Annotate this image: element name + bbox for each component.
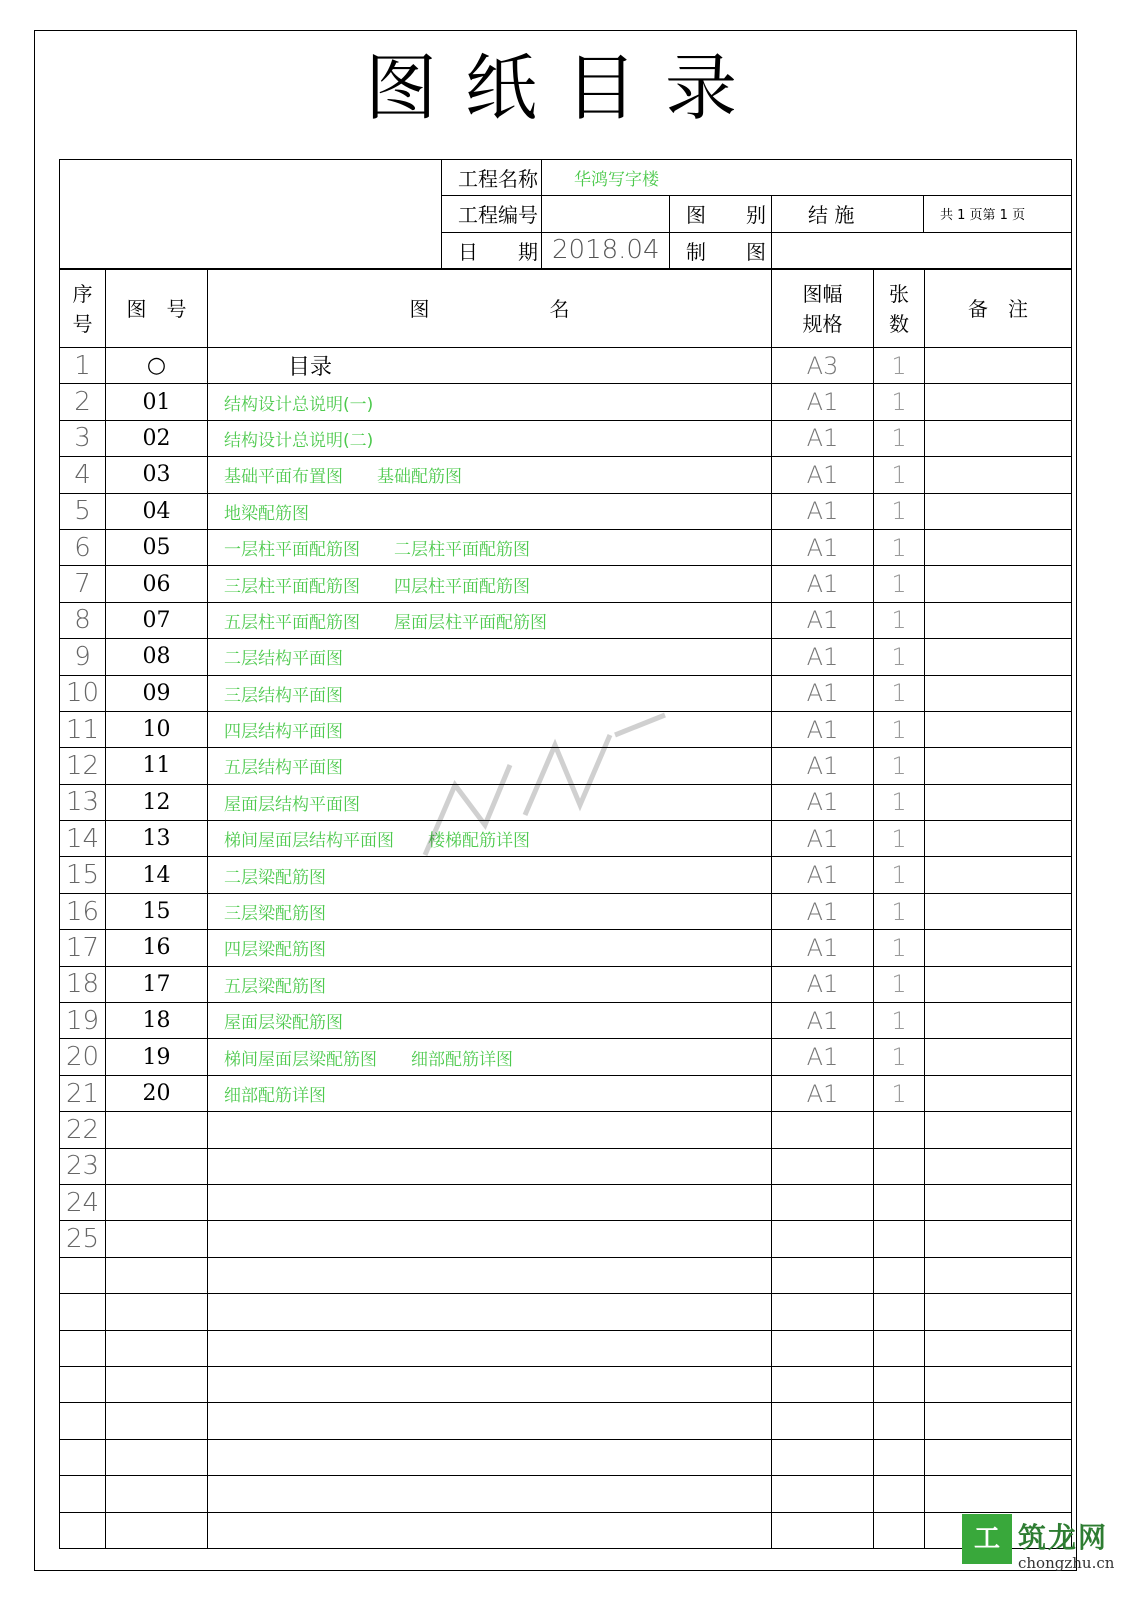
row-drawing-no [106, 1403, 208, 1439]
row-remark [925, 529, 1072, 565]
row-seq [60, 1512, 106, 1548]
row-drawing-no [106, 1221, 208, 1257]
row-remark [925, 966, 1072, 1002]
row-remark [925, 348, 1072, 384]
row-drawing-name: 地梁配筋图 [208, 493, 772, 529]
row-remark [925, 784, 1072, 820]
category-value: 结 施 [772, 196, 924, 232]
row-drawing-name: 三层结构平面图 [208, 675, 772, 711]
table-row [60, 1148, 1072, 1184]
table-row [60, 602, 1072, 638]
row-seq: 1 [60, 348, 106, 384]
row-drawing-no: 19 [106, 1039, 208, 1075]
row-sheet-size: A1 [772, 893, 874, 929]
row-seq: 3 [60, 420, 106, 456]
row-remark [925, 602, 1072, 638]
project-name-value: 华鸿写字楼 [542, 160, 1072, 196]
row-remark [925, 420, 1072, 456]
row-drawing-name: 三层柱平面配筋图 四层柱平面配筋图 [208, 566, 772, 602]
row-seq: 17 [60, 930, 106, 966]
row-sheet-count [874, 1148, 925, 1184]
row-drawing-name: 五层结构平面图 [208, 748, 772, 784]
row-drawing-no [106, 1476, 208, 1512]
row-drawing-no: 10 [106, 711, 208, 747]
table-row [60, 1075, 1072, 1111]
table-row [60, 348, 1072, 384]
row-drawing-name: 四层梁配筋图 [208, 930, 772, 966]
drawing-list-table [59, 269, 1072, 1549]
row-seq: 15 [60, 857, 106, 893]
row-remark [925, 493, 1072, 529]
row-drawing-name: 屋面层结构平面图 [208, 784, 772, 820]
row-sheet-size: A1 [772, 457, 874, 493]
header-size: 图幅规格 [772, 270, 874, 348]
table-row [60, 1039, 1072, 1075]
row-sheet-size: A1 [772, 639, 874, 675]
row-drawing-no: 13 [106, 821, 208, 857]
row-sheet-count: 1 [874, 529, 925, 565]
table-row [60, 1294, 1072, 1330]
row-remark [925, 893, 1072, 929]
table-row [60, 566, 1072, 602]
table-row [60, 384, 1072, 420]
row-sheet-count: 1 [874, 420, 925, 456]
row-drawing-no: 06 [106, 566, 208, 602]
row-sheet-size: A1 [772, 566, 874, 602]
table-row [60, 639, 1072, 675]
row-remark [925, 1039, 1072, 1075]
row-drawing-no: 02 [106, 420, 208, 456]
row-sheet-size: A1 [772, 748, 874, 784]
header-count: 张数 [874, 270, 925, 348]
row-drawing-no [106, 1112, 208, 1148]
row-sheet-count [874, 1476, 925, 1512]
row-drawing-name: 五层柱平面配筋图 屋面层柱平面配筋图 [208, 602, 772, 638]
row-remark [925, 566, 1072, 602]
row-sheet-size [772, 1112, 874, 1148]
row-seq: 5 [60, 493, 106, 529]
row-seq: 14 [60, 821, 106, 857]
logo-chinese: 筑龙网 [1018, 1521, 1109, 1554]
row-seq: 12 [60, 748, 106, 784]
watermark-text: WPS [535, 805, 538, 806]
table-row [60, 1403, 1072, 1439]
row-drawing-no [106, 1330, 208, 1366]
row-sheet-size [772, 1330, 874, 1366]
row-sheet-count: 1 [874, 493, 925, 529]
row-sheet-size [772, 1403, 874, 1439]
header-name: 图 名 [208, 270, 772, 348]
row-drawing-name: 二层结构平面图 [208, 639, 772, 675]
row-drawing-no: 03 [106, 457, 208, 493]
row-drawing-name [208, 1512, 772, 1548]
row-drawing-no [106, 1148, 208, 1184]
header-seq: 序号 [60, 270, 106, 348]
row-sheet-count: 1 [874, 1039, 925, 1075]
row-sheet-size [772, 1257, 874, 1293]
row-drawing-no: 12 [106, 784, 208, 820]
row-drawing-name [208, 1257, 772, 1293]
row-sheet-size: A3 [772, 348, 874, 384]
row-seq: 24 [60, 1184, 106, 1220]
row-sheet-size [772, 1476, 874, 1512]
row-sheet-size: A1 [772, 420, 874, 456]
table-row [60, 893, 1072, 929]
row-sheet-size [772, 1512, 874, 1548]
row-remark [925, 821, 1072, 857]
row-seq: 4 [60, 457, 106, 493]
table-row [60, 1003, 1072, 1039]
row-drawing-name: 梯间屋面层结构平面图 楼梯配筋详图 [208, 821, 772, 857]
row-drawing-name: 四层结构平面图 [208, 711, 772, 747]
row-seq: 22 [60, 1112, 106, 1148]
row-sheet-count: 1 [874, 966, 925, 1002]
table-row [60, 1512, 1072, 1548]
row-drawing-name: 基础平面布置图 基础配筋图 [208, 457, 772, 493]
row-drawing-name [208, 1366, 772, 1402]
row-sheet-size: A1 [772, 1075, 874, 1111]
row-seq: 11 [60, 711, 106, 747]
row-sheet-count: 1 [874, 784, 925, 820]
row-seq: 19 [60, 1003, 106, 1039]
row-remark [925, 384, 1072, 420]
wps-watermark [415, 705, 675, 865]
row-seq: 10 [60, 675, 106, 711]
row-seq [60, 1439, 106, 1475]
row-sheet-count [874, 1184, 925, 1220]
row-sheet-count [874, 1403, 925, 1439]
table-row [60, 493, 1072, 529]
row-seq: 9 [60, 639, 106, 675]
row-drawing-name [208, 1221, 772, 1257]
table-row [60, 1366, 1072, 1402]
logo-domain: chongzhu.cn [1018, 1554, 1115, 1572]
row-sheet-count: 1 [874, 1075, 925, 1111]
row-drawing-name: 二层梁配筋图 [208, 857, 772, 893]
row-sheet-size [772, 1294, 874, 1330]
row-sheet-size: A1 [772, 857, 874, 893]
table-row [60, 966, 1072, 1002]
project-name-label: 工程名称 [442, 160, 542, 196]
row-drawing-no: 05 [106, 529, 208, 565]
row-remark [925, 1476, 1072, 1512]
row-sheet-count: 1 [874, 821, 925, 857]
row-drawing-no: 20 [106, 1075, 208, 1111]
table-row [60, 1476, 1072, 1512]
row-remark [925, 857, 1072, 893]
row-drawing-no: 14 [106, 857, 208, 893]
row-sheet-count: 1 [874, 639, 925, 675]
row-remark [925, 639, 1072, 675]
row-remark [925, 1439, 1072, 1475]
table-row [60, 457, 1072, 493]
row-remark [925, 1075, 1072, 1111]
logo-badge: 工网 [962, 1514, 1012, 1564]
row-sheet-size [772, 1221, 874, 1257]
row-sheet-count: 1 [874, 711, 925, 747]
row-drawing-name [208, 1476, 772, 1512]
row-seq: 6 [60, 529, 106, 565]
row-drawing-name [208, 1148, 772, 1184]
row-sheet-count [874, 1112, 925, 1148]
row-drawing-no [106, 1439, 208, 1475]
row-drawing-name: 三层梁配筋图 [208, 893, 772, 929]
row-sheet-size: A1 [772, 529, 874, 565]
row-sheet-size [772, 1148, 874, 1184]
row-seq [60, 1476, 106, 1512]
row-remark [925, 1184, 1072, 1220]
row-drawing-name [208, 1112, 772, 1148]
row-sheet-count: 1 [874, 457, 925, 493]
row-drawing-no: 16 [106, 930, 208, 966]
category-label: 图 别 [670, 196, 772, 232]
page-count: 共 1 页第 1 页 [924, 196, 1072, 232]
row-sheet-size: A1 [772, 784, 874, 820]
row-sheet-size [772, 1439, 874, 1475]
date-value: 2018.04 [542, 232, 670, 268]
table-row [60, 1330, 1072, 1366]
row-sheet-count: 1 [874, 930, 925, 966]
row-sheet-count: 1 [874, 675, 925, 711]
row-remark [925, 457, 1072, 493]
row-drawing-no [106, 1366, 208, 1402]
row-drawing-no: 08 [106, 639, 208, 675]
row-sheet-count: 1 [874, 348, 925, 384]
row-drawing-name: 目录 [208, 348, 772, 384]
row-sheet-count: 1 [874, 748, 925, 784]
row-sheet-count: 1 [874, 857, 925, 893]
row-drawing-name: 五层梁配筋图 [208, 966, 772, 1002]
row-drawing-no [106, 1257, 208, 1293]
row-sheet-size: A1 [772, 602, 874, 638]
row-drawing-name [208, 1294, 772, 1330]
row-seq: 20 [60, 1039, 106, 1075]
row-seq: 13 [60, 784, 106, 820]
row-remark [925, 1221, 1072, 1257]
row-remark [925, 1366, 1072, 1402]
row-drawing-no: 01 [106, 384, 208, 420]
row-sheet-size: A1 [772, 1003, 874, 1039]
row-drawing-name: 结构设计总说明(二) [208, 420, 772, 456]
row-seq: 8 [60, 602, 106, 638]
row-sheet-size: A1 [772, 675, 874, 711]
row-drawing-no: 11 [106, 748, 208, 784]
row-drawing-name: 结构设计总说明(一) [208, 384, 772, 420]
row-remark [925, 1330, 1072, 1366]
row-drawing-no [106, 1184, 208, 1220]
row-sheet-count [874, 1221, 925, 1257]
row-sheet-count: 1 [874, 602, 925, 638]
row-sheet-count: 1 [874, 893, 925, 929]
row-seq: 7 [60, 566, 106, 602]
row-drawing-no [106, 1512, 208, 1548]
row-seq [60, 1257, 106, 1293]
date-label: 日 期 [442, 232, 542, 268]
project-info-table [59, 159, 1072, 269]
row-drawing-name [208, 1403, 772, 1439]
row-remark [925, 711, 1072, 747]
row-seq: 21 [60, 1075, 106, 1111]
site-logo [962, 1514, 1122, 1604]
row-drawing-no: ○ [106, 348, 208, 384]
row-drawing-no: 04 [106, 493, 208, 529]
row-remark [925, 1257, 1072, 1293]
row-sheet-size: A1 [772, 384, 874, 420]
row-remark [925, 675, 1072, 711]
row-drawing-no: 18 [106, 1003, 208, 1039]
row-sheet-count [874, 1439, 925, 1475]
row-seq: 16 [60, 893, 106, 929]
row-seq: 2 [60, 384, 106, 420]
row-seq: 23 [60, 1148, 106, 1184]
row-drawing-name [208, 1330, 772, 1366]
row-seq: 18 [60, 966, 106, 1002]
header-remark: 备 注 [925, 270, 1072, 348]
row-sheet-count [874, 1366, 925, 1402]
project-no-value [542, 196, 670, 232]
row-seq [60, 1294, 106, 1330]
row-drawing-no [106, 1294, 208, 1330]
table-row [60, 1112, 1072, 1148]
row-seq [60, 1366, 106, 1402]
row-sheet-size: A1 [772, 1039, 874, 1075]
row-seq [60, 1330, 106, 1366]
row-sheet-count [874, 1330, 925, 1366]
row-remark [925, 930, 1072, 966]
table-row [60, 529, 1072, 565]
row-drawing-no: 15 [106, 893, 208, 929]
row-sheet-count [874, 1257, 925, 1293]
row-remark [925, 1294, 1072, 1330]
row-remark [925, 1403, 1072, 1439]
row-seq [60, 1403, 106, 1439]
row-sheet-size: A1 [772, 930, 874, 966]
drawer-value [772, 232, 1072, 268]
row-remark [925, 1148, 1072, 1184]
project-no-label: 工程编号 [442, 196, 542, 232]
row-sheet-count: 1 [874, 566, 925, 602]
row-sheet-count: 1 [874, 1003, 925, 1039]
table-row [60, 420, 1072, 456]
row-remark [925, 1112, 1072, 1148]
table-row [60, 930, 1072, 966]
table-row [60, 1221, 1072, 1257]
page-title: 图纸目录 [364, 46, 765, 130]
row-drawing-no: 17 [106, 966, 208, 1002]
info-blank-area [60, 160, 442, 269]
row-sheet-count: 1 [874, 384, 925, 420]
table-row [60, 1184, 1072, 1220]
row-sheet-size: A1 [772, 821, 874, 857]
row-sheet-size: A1 [772, 966, 874, 1002]
drawer-label: 制 图 [670, 232, 772, 268]
row-sheet-size [772, 1366, 874, 1402]
row-remark [925, 1003, 1072, 1039]
row-sheet-count [874, 1294, 925, 1330]
row-drawing-name: 细部配筋详图 [208, 1075, 772, 1111]
row-remark [925, 748, 1072, 784]
row-drawing-name [208, 1439, 772, 1475]
header-no: 图 号 [106, 270, 208, 348]
row-drawing-no: 07 [106, 602, 208, 638]
row-drawing-name: 屋面层梁配筋图 [208, 1003, 772, 1039]
row-drawing-name: 梯间屋面层梁配筋图 细部配筋详图 [208, 1039, 772, 1075]
row-sheet-count [874, 1512, 925, 1548]
row-sheet-size: A1 [772, 711, 874, 747]
row-drawing-name [208, 1184, 772, 1220]
table-row [60, 1257, 1072, 1293]
table-row [60, 1439, 1072, 1475]
row-drawing-no: 09 [106, 675, 208, 711]
row-seq: 25 [60, 1221, 106, 1257]
row-sheet-size [772, 1184, 874, 1220]
row-drawing-name: 一层柱平面配筋图 二层柱平面配筋图 [208, 529, 772, 565]
row-sheet-size: A1 [772, 493, 874, 529]
